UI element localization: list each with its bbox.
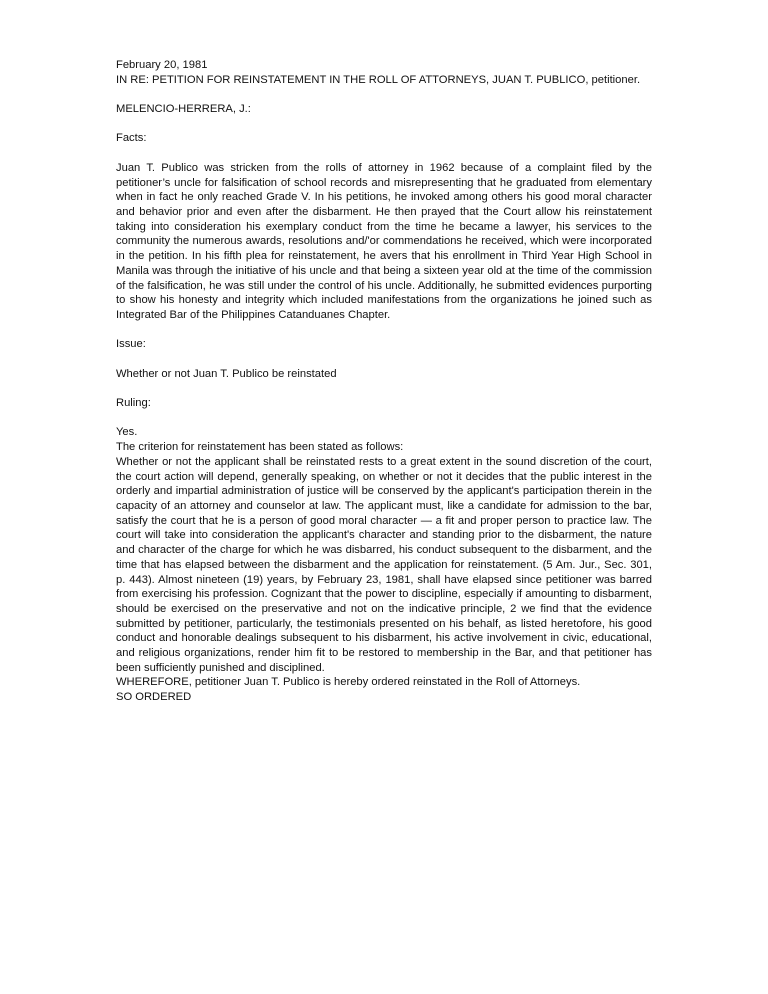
case-title: IN RE: PETITION FOR REINSTATEMENT IN THE ROLL OF ATTORNEYS, JUAN T. PUBLICO, petitioner. [116, 73, 641, 86]
ponente: MELENCIO-HERRERA, J.: [116, 103, 251, 116]
facts-body: Juan T. Publico was stricken from the rolls of attorney in 1962 because of a complaint filed by the petitioner’s uncle for falsification of school records and misrepresenting that he graduated from elementary when in fact he only reached Grade V. In his petitions, he invoked among others his good moral character and behavior prior and even after the disbarment. He then prayed that the Court allow his reinstatement taking into consideration his exemplary conduct from the time he became a lawyer, his services to the community the numerous awards, resolutions and/'or commendations he received, which were incorporated in the petition. In his fifth plea for reinstatement, he avers that his enrollment in Third Year High School in Manila was through the initiative of his uncle and that being a sixteen year old at the time of the commission of the falsification, he was still under the control of his uncle. Additionally, he submitted evidences purporting to show his honesty and integrity which included manifestations from the organizations he joined such as Integrated Bar of the Philippines Catanduanes Chapter. [116, 161, 652, 321]
ruling-body: Whether or not the applicant shall be reinstated rests to a great extent in the sound discretion of the court, the court action will depend, generally speaking, on whether or not it decides that the public interest in the orderly and impartial administration of justice will be conserved by the applicant's participation therein in the capacity of an attorney and counselor at law. The applicant must, like a candidate for admission to the bar, satisfy the court that he is a person of good moral character — a fit and proper person to practice law. The court will take into consideration the applicant's character and standing prior to the disbarment, the nature and character of the charge for which he was disbarred, his conduct subsequent to the disbarment, and the time that has elapsed between the disbarment and the application for reinstatement. (5 Am. Jur., Sec. 301, p. 443). Almost nineteen (19) years, by February 23, 1981, shall have elapsed since petitioner was barred from exercising his profession. Cognizant that the power to discipline, especially if amounting to disbarment, should be exercised on the preservative and not on the indicative principle, 2 we find that the evidence submitted by petitioner, particularly, the testimonials presented on his behalf, as listed heretofore, his good conduct and honorable dealings subsequent to his disbarment, his active involvement in civic, educational, and religious organizations, render him fit to be restored to membership in the Bar, and that petitioner has been sufficiently punished and disciplined. [116, 455, 652, 674]
ruling-answer: Yes. [116, 426, 138, 439]
ruling-criterion-intro: The criterion for reinstatement has been stated as follows: [116, 441, 404, 454]
document-page [116, 58, 652, 705]
facts-heading: Facts: [116, 132, 147, 145]
ruling-closing: SO ORDERED [116, 691, 192, 704]
issue-body: Whether or not Juan T. Publico be reinstated [116, 367, 337, 380]
ruling-wherefore: WHEREFORE, petitioner Juan T. Publico is hereby ordered reinstated in the Roll of Attorneys. [116, 676, 581, 689]
decision-date: February 20, 1981 [116, 59, 208, 71]
ruling-heading: Ruling: [116, 397, 151, 410]
issue-heading: Issue: [116, 338, 146, 351]
